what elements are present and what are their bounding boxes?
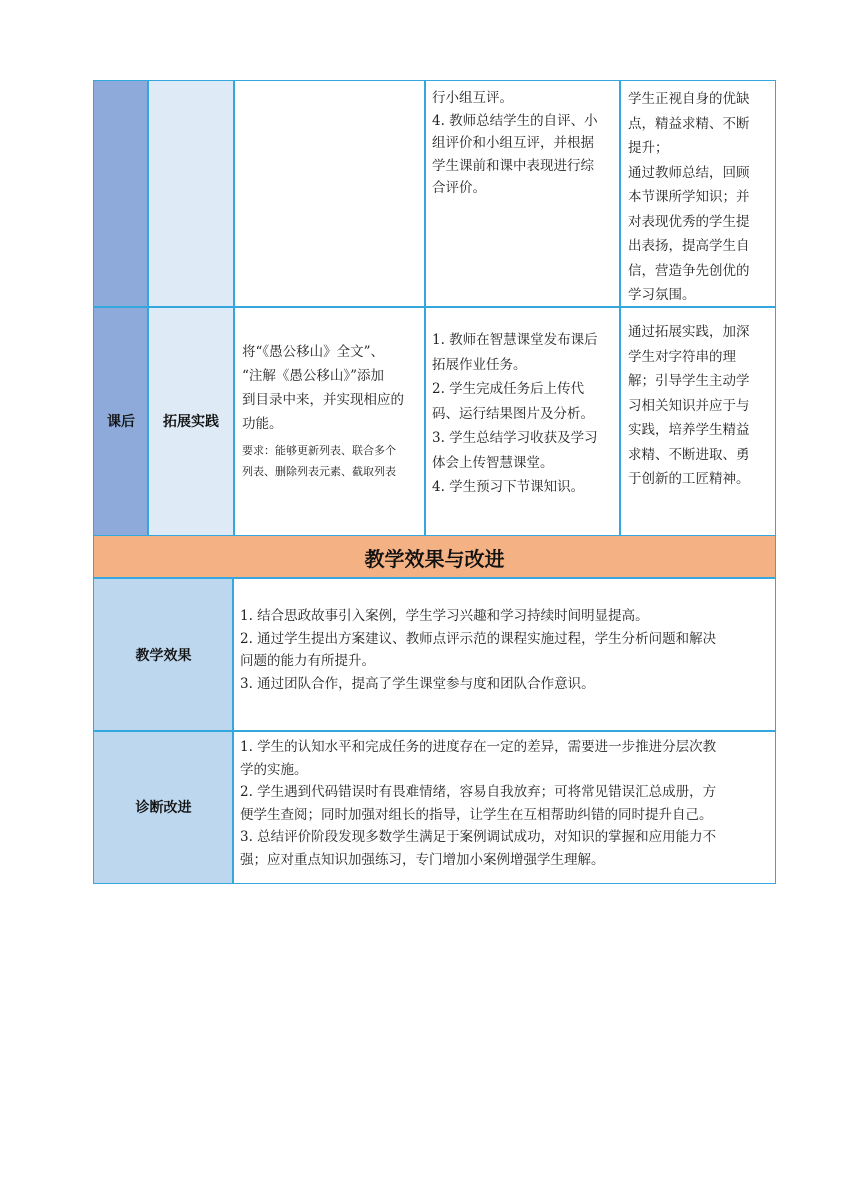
text-line: 2. 学生遇到代码错误时有畏难情绪，容易自我放弃；可将常见错误汇总成册，方 <box>240 784 717 800</box>
text-line: 3. 学生总结学习收获及学习 <box>432 430 598 446</box>
text-line: 解；引导学生主动学 <box>628 373 750 389</box>
row1-activity <box>432 87 617 200</box>
row2-content <box>242 340 424 482</box>
text-line: 码、运行结果图片及分析。 <box>432 405 594 422</box>
text-line: 要求：能够更新列表、联合多个 <box>242 444 396 457</box>
text-line: 对表现优秀的学生提 <box>628 213 750 230</box>
text-line: 列表、删除列表元素、截取列表 <box>242 465 396 478</box>
text-line: “注解《愚公移山》”添加 <box>242 368 385 384</box>
text-line: 出表扬，提高学生自 <box>628 238 750 254</box>
text-line: 本节课所学知识；并 <box>628 189 750 205</box>
text-line: 4. 学生预习下节课知识。 <box>432 479 585 495</box>
text-line: 拓展作业任务。 <box>432 356 527 373</box>
text-line: 功能。 <box>242 416 283 432</box>
section-heading: 教学效果与改进 <box>364 547 505 571</box>
text-line: 于创新的工匠精神。 <box>628 471 750 487</box>
divider <box>232 577 234 884</box>
diagnosis-label: 诊断改进 <box>135 800 192 816</box>
text-line: 1. 结合思政故事引入案例，学生学习兴趣和学习持续时间明显提高。 <box>240 608 649 624</box>
text-line: 1. 教师在智慧课堂发布课后 <box>432 332 598 348</box>
text-line: 2. 学生完成任务后上传代 <box>432 381 585 397</box>
text-line: 便学生查阅；同时加强对组长的指导，让学生在互相帮助纠错的同时提升自己。 <box>240 806 713 823</box>
text-line: 强；应对重点知识加强练习，专门增加小案例增强学生理解。 <box>240 851 605 868</box>
text-line: 通过拓展实践，加深 <box>628 324 750 340</box>
text-line: 体会上传智慧课堂。 <box>432 454 554 471</box>
text-line: 求精、不断进取、勇 <box>628 446 750 463</box>
text-line: 2. 通过学生提出方案建议、教师点评示范的课程实施过程，学生分析问题和解决 <box>240 630 717 647</box>
row2-activity <box>432 328 617 500</box>
text-line: 通过教师总结，回顾 <box>628 164 750 181</box>
text-line: 1. 学生的认知水平和完成任务的进度存在一定的差异，需要进一步推进分层次教 <box>240 739 717 755</box>
stage-label: 课后 <box>107 414 135 430</box>
row2-intent <box>628 320 773 492</box>
divider <box>93 577 776 579</box>
text-line: 组评价和小组互评，并根据 <box>432 135 594 151</box>
divider <box>424 80 426 536</box>
text-line: 学生正视自身的优缺 <box>628 91 750 107</box>
divider <box>619 80 621 536</box>
text-line: 问题的能力有所提升。 <box>240 653 375 669</box>
text-line: 3. 通过团队合作，提高了学生课堂参与度和团队合作意识。 <box>240 675 595 692</box>
text-line: 行小组互评。 <box>432 90 513 106</box>
text-line: 提升； <box>628 140 669 156</box>
text-line: 习相关知识并应于与 <box>628 397 750 414</box>
text-line: 学生对字符串的理 <box>628 348 736 365</box>
requirement-text <box>242 440 424 482</box>
text-line: 学生课前和课中表现进行综 <box>432 157 594 174</box>
effect-text <box>240 605 776 695</box>
text-line: 到目录中来，并实现相应的 <box>242 392 404 408</box>
diagnosis-text <box>240 736 776 871</box>
text-line: 将“《愚公移山》全文”、 <box>242 344 385 360</box>
text-line: 4. 教师总结学生的自评、小 <box>432 112 598 129</box>
text-line: 学的实施。 <box>240 761 308 778</box>
text-line: 3. 总结评价阶段发现多数学生满足于案例调试成功，对知识的掌握和应用能力不 <box>240 829 717 845</box>
divider <box>147 80 149 536</box>
divider <box>233 80 235 536</box>
text-line: 学习氛围。 <box>628 287 696 303</box>
text-line: 实践，培养学生精益 <box>628 422 750 438</box>
divider <box>93 730 776 732</box>
effect-label: 教学效果 <box>135 648 192 664</box>
text-line: 信，营造争先创优的 <box>628 262 750 279</box>
row1-intent <box>628 87 773 308</box>
segment-label: 拓展实践 <box>163 414 219 430</box>
text-line: 合评价。 <box>432 180 486 196</box>
text-line: 点，精益求精、不断 <box>628 115 750 132</box>
